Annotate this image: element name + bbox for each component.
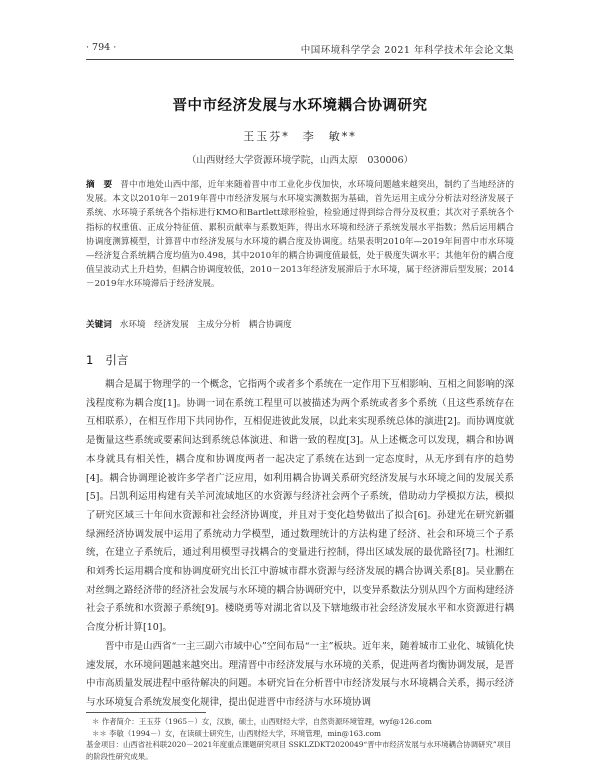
keywords-text: 水环境 经济发展 主成分分析 耦合协调度 xyxy=(119,320,292,330)
running-header xyxy=(86,42,514,56)
body-text xyxy=(86,376,514,713)
abstract-label: 摘 要 xyxy=(86,180,113,190)
section-number: 1 xyxy=(86,353,94,367)
paper-authors: 王玉芬* 李 敏** xyxy=(243,130,357,143)
abstract-text: 晋中市地处山西中部，近年来随着晋中市工业化步伐加快，水环境问题越来越突出，制约了当地经济的发展。本文以2010年－2019年晋中市经济发展与水环境实测数据为基础，首先运用主成分分析法对经济发展子系统、水环境子系统各个指标进行KMO和Bartlett球形检验，检验通过得到综合得分及权重；其次对子系统各个指标的权重值、正成分特征值、累积贡献率与系数矩阵，得出水环境和经济子系统发展水平指数；然后运用耦合协调度测算模型，计算晋中市经济发展与水环境的耦合度及协调度。结果表明2010年—2019年间晋中市水环境—经济复合系统耦合度均值为0.498，其中2010年的耦合协调度值最低，处于极度失调水平；其他年份的耦合度值呈波动式上升趋势，但耦合协调度较低，2010－2013年经济发展滞后于水环境，属于经济滞后型发展；2014－2019年水环境滞后于经济发展。 xyxy=(86,180,514,290)
section-heading xyxy=(86,352,128,368)
header-rule xyxy=(86,59,514,60)
footnotes xyxy=(86,716,514,762)
footnote-funding: 基金项目：山西省社科联2020－2021年度重点课题研究项目 SSKLZDKT2020049“晋中市经济发展与水环境耦合协调研究”项目的阶段性研究成果。 xyxy=(86,740,512,761)
body-paragraph-1: 耦合是属于物理学的一个概念，它指两个或者多个系统在一定作用下互相影响、互相之间影响的深浅程度称为耦合度[1]。协调一词在系统工程里可以被描述为两个系统或者多个系统（且这些系统存在互相联系），在相互作用下共同协作，互相促进彼此发展，以此来实现系统总体的演进[2]。而协调度就是衡量这些系统或要素间达到系统总体演进、和谐一致的程度[3]。从上述概念可以发现，耦合和协调本身就具有相关性，耦合度和协调度两者一起决定了系统在达到一定态度时，从无序到有序的趋势[4]。耦合协调理论被许多学者广泛应用，如利用耦合协调关系研究经济发展与水环境之间的发展关系[5]。吕凯利运用构建有关羊河流域地区的水资源与经济社会两个子系统，借助动力学模拟方法，模拟了研究区域三十年间水资源和社会经济协调度，并且对于变化趋势做出了拟合[6]。孙建光在研究新疆绿洲经济协调发展中运用了系统动力学模型，通过数理统计的方法构建了经济、社会和环境三个子系统，在建立子系统后，通过利用模型寻找耦合的变量进行控制，得出区域发展的最优路径[7]。杜湘红和刘秀长运用耦合度和协调度研究出长江中游城市群水资源与经济发展的耦合协调关系[8]。吴业鹏在对丝绸之路经济带的经济社会发展与水环境的耦合协调研究中，以变异系数法分别从四个方面构建经济社会子系统和水资源子系统[9]。楼晓勇等对湖北省以及下辖地级市社会经济发展水平和水资源进行耦合度分析计算[10]。 xyxy=(86,379,514,634)
keywords xyxy=(86,318,514,332)
footnote-rule xyxy=(86,712,206,713)
paper-title: 晋中市经济发展与水环境耦合协调研究 xyxy=(172,98,428,114)
footnote-author-2: ＊＊ 李敏（1994－）女，在读硕士研究生，山西财经大学，环境管理，min@163.com xyxy=(92,728,382,738)
abstract xyxy=(86,178,514,292)
author-affiliation: （山西财经大学资源环境学院，山西太原 030006） xyxy=(186,155,414,166)
footnote-author-1: ＊ 作者简介：王玉芬（1965－）女，汉族，硕士，山西财经大学，自然资源环境管理，wyf@126.com xyxy=(92,717,432,726)
running-title: 中国环境科学学会 2021 年科学技术年会论文集 xyxy=(300,45,514,56)
keywords-label: 关键词 xyxy=(86,320,112,330)
body-paragraph-2: 晋中市是山西省“一主三副六市域中心”空间布局“一主”板块。近年来，随着城市工业化、城镇化快速发展，水环境问题越来越突出。理清晋中市经济发展与水环境的关系，促进两者均衡协调发展，是晋中市高质量发展进程中亟待解决的问题。本研究旨在分析晋中市经济发展与水环境耦合关系，揭示经济与水环境复合系统发展变化规律，提出促进晋中市经济与水环境协调 xyxy=(86,640,514,708)
page-number: · 794 · xyxy=(86,42,117,53)
section-title: 引言 xyxy=(105,353,129,367)
